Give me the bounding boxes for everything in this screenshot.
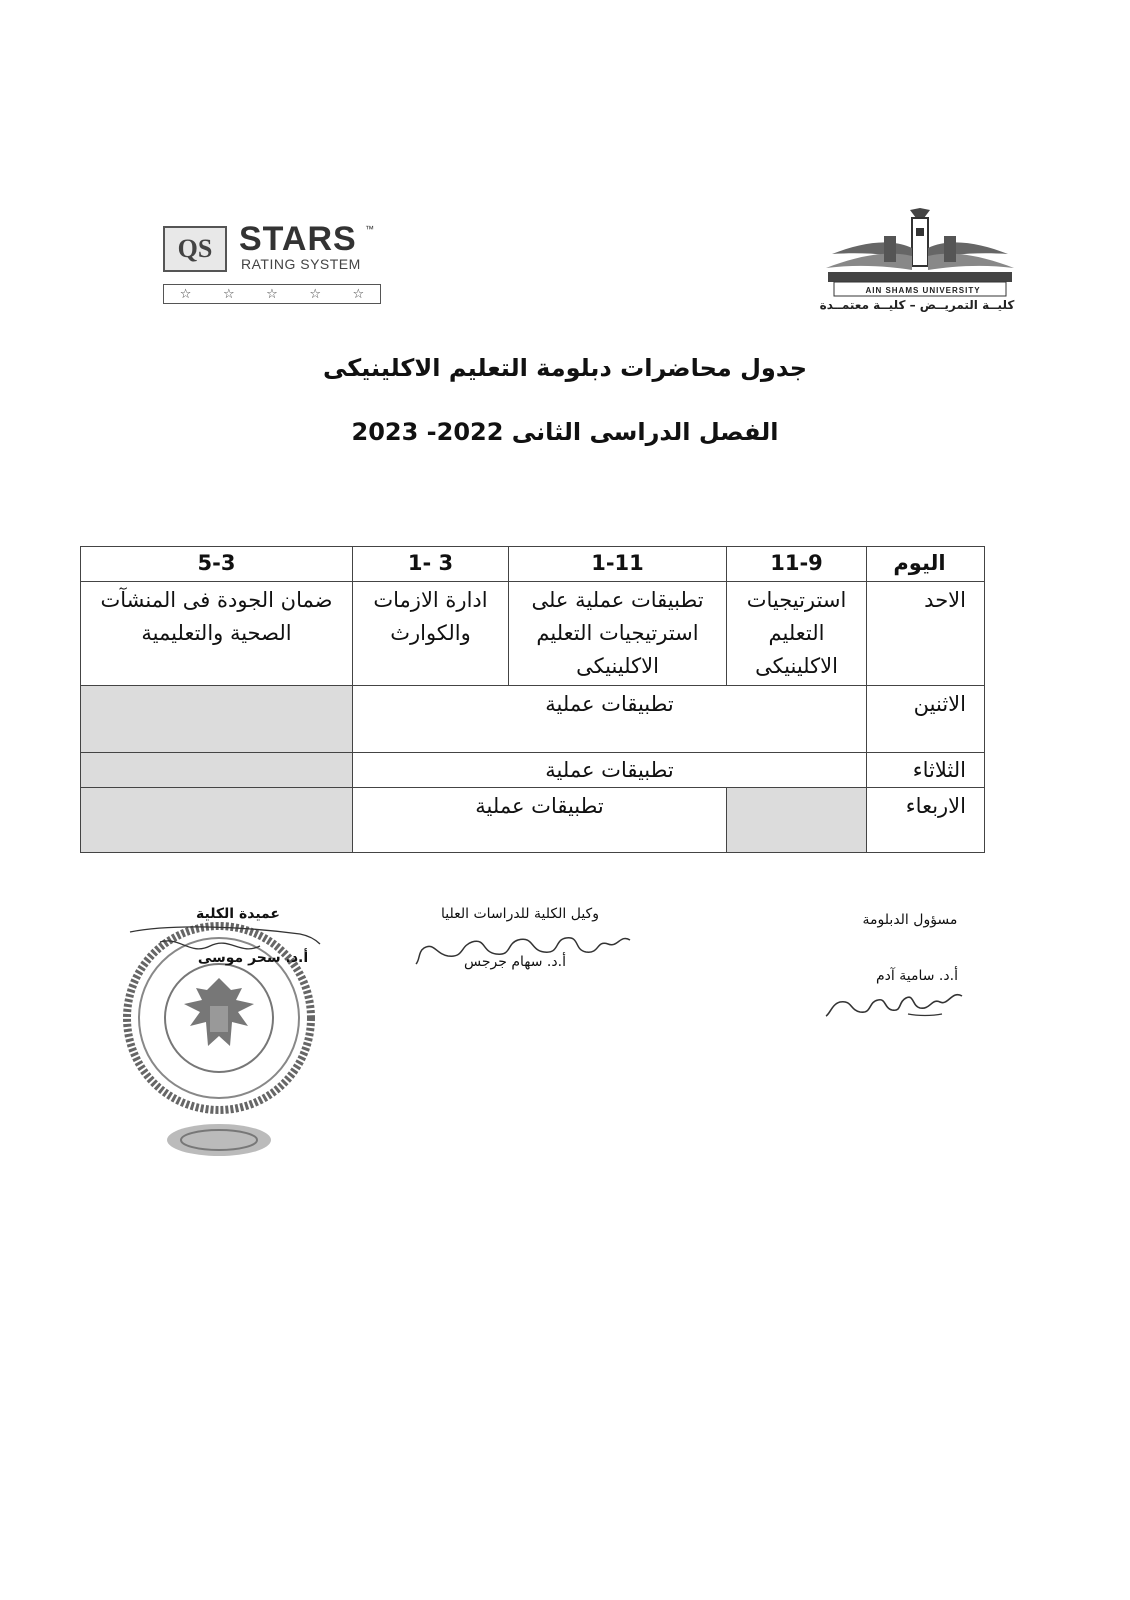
cell-wednesday-empty-start <box>727 788 867 853</box>
cell-sunday-slot3: ادارة الازمات والكوارث <box>353 582 509 686</box>
vice-dean-name: أ.د. سهام جرجس <box>464 954 566 970</box>
diploma-head-title: مسؤول الدبلومة <box>862 912 958 928</box>
cell-monday-practical: تطبيقات عملية <box>353 686 867 753</box>
qs-logo-box: QS <box>163 226 227 272</box>
table-row <box>81 686 985 753</box>
cell-tuesday-empty <box>81 753 353 788</box>
day-sunday: الاحد <box>867 582 985 686</box>
cell-wednesday-practical: تطبيقات عملية <box>353 788 727 853</box>
cell-sunday-slot4: ضمان الجودة فى المنشآت الصحية والتعليمية <box>81 582 353 686</box>
day-wednesday: الاربعاء <box>867 788 985 853</box>
header-slot-9-11: 11-9 <box>727 547 867 582</box>
asu-english-caption: AIN SHAMS UNIVERSITY <box>865 286 981 295</box>
asu-arabic-caption: كليــة التمريــض – كليــة معتمــدة <box>819 298 1015 312</box>
page-title: جدول محاضرات دبلومة التعليم الاكلينيكى <box>322 354 808 382</box>
handwritten-signature-icon <box>822 986 972 1022</box>
table-row <box>81 582 985 686</box>
qs-stars-word: STARS <box>239 220 357 258</box>
cell-sunday-slot2: تطبيقات عملية على استرتيجيات التعليم الاكلينيكى <box>509 582 727 686</box>
table-row <box>81 753 985 788</box>
vice-dean-title: وكيل الكلية للدراسات العليا <box>441 906 599 922</box>
dean-name: أ.د. سحر موسى <box>197 950 309 966</box>
table-row <box>81 788 985 853</box>
star-icon: ☆ <box>266 286 278 302</box>
diploma-head-name: أ.د. سامية آدم <box>876 968 958 984</box>
star-icon: ☆ <box>179 286 192 302</box>
day-tuesday: الثلاثاء <box>867 753 985 788</box>
cell-wednesday-empty-end <box>81 788 353 853</box>
cell-tuesday-practical: تطبيقات عملية <box>353 753 867 788</box>
ain-shams-logo <box>812 208 1022 320</box>
cell-monday-empty <box>81 686 353 753</box>
qs-rating-system-label: RATING SYSTEM <box>241 256 361 272</box>
qs-stars-logo <box>163 222 383 306</box>
day-monday: الاثنين <box>867 686 985 753</box>
handwritten-signature-icon <box>414 926 638 966</box>
star-icon: ☆ <box>352 286 365 302</box>
header-day: اليوم <box>867 547 985 582</box>
star-icon: ☆ <box>222 286 235 302</box>
header-slot-3-5: 5-3 <box>81 547 353 582</box>
qs-trademark: ™ <box>365 224 374 234</box>
header-slot-1-3: 3 -1 <box>353 547 509 582</box>
cell-sunday-slot1: استرتيجيات التعليم الاكلينيكى <box>727 582 867 686</box>
star-icon: ☆ <box>309 286 321 302</box>
table-header-row <box>81 547 985 582</box>
dean-title: عميدة الكلية <box>195 906 280 922</box>
semester-title: الفصل الدراسى الثانى 2022- 2023 <box>351 418 779 446</box>
schedule-table <box>80 546 985 853</box>
qs-star-bar <box>163 284 381 304</box>
header-slot-11-1: 1-11 <box>509 547 727 582</box>
